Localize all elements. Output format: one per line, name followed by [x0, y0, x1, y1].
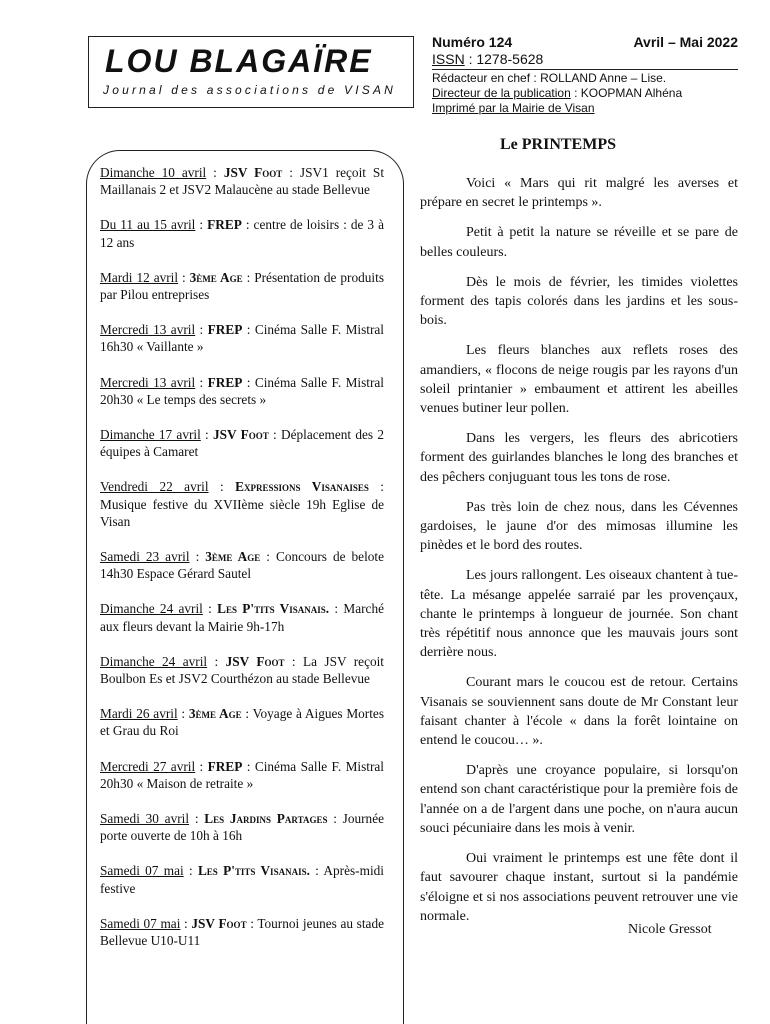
issue-period: Avril – Mai 2022 [633, 34, 738, 50]
printer-text: Imprimé par la Mairie de Visan [432, 101, 595, 115]
agenda-date: Mardi 26 avril [100, 706, 178, 722]
agenda-separator: : [207, 653, 226, 669]
agenda-organizer: 3ème Age [188, 706, 242, 722]
agenda-separator: : [195, 374, 208, 390]
article-paragraph: Courant mars le coucou est de retour. Certains Visanais se souviennent sans doute de Mr Constant leur faisant chanter à l'école « dans la forêt lointaine on entend le coucou… ». [420, 675, 738, 749]
agenda-description: : Déplacement des 2 équipes à Camaret [100, 427, 384, 460]
agenda-organizer: JSV Foot [223, 165, 283, 180]
agenda-separator: : [206, 165, 224, 180]
agenda-date: Du 11 au 15 avril [100, 217, 196, 233]
journal-subtitle: Journal des associations de VISAN [103, 83, 397, 97]
article-body [420, 174, 738, 937]
agenda-description: : Tournoi jeunes au stade Bellevue U10-U11 [100, 915, 384, 949]
agenda-date: Mercredi 13 avril [100, 374, 196, 390]
issn-value: : 1278-5628 [464, 51, 544, 67]
publication-info [432, 34, 738, 116]
agenda-organizer: 3ème Age [205, 549, 261, 565]
agenda-description: : Journée porte ouverte de 10h à 16h [100, 811, 385, 844]
agenda-description: : Cinéma Salle F. Mistral 20h30 « Le temps des secrets » [100, 374, 384, 407]
agenda-organizer: 3ème Age [189, 269, 243, 285]
agenda-description: : Cinéma Salle F. Mistral 16h30 « Vaillante » [100, 322, 384, 355]
agenda-date: Samedi 07 mai [100, 863, 184, 879]
issue-number: Numéro 124 [432, 34, 513, 50]
issn-line [432, 51, 738, 68]
article-paragraph: Oui vraiment le printemps est une fête dont il faut savourer chaque instant, surtout si la pandémie s'éloigne et si nos associations peuvent retrouver une vie normale. [420, 851, 738, 924]
agenda-date: Dimanche 17 avril [100, 427, 201, 443]
agenda-description: : Voyage à Aigues Mortes et Grau du Roi [100, 706, 385, 739]
agenda-organizer: JSV Foot [225, 653, 285, 669]
agenda-organizer: FREP [207, 374, 243, 390]
agenda-separator: : [177, 706, 189, 722]
agenda-item [100, 600, 384, 634]
article-paragraph: Dans les vergers, les fleurs des abricotiers forment des guirlandes blanches le long des branches et des pêchers conjuguant tous les tons de rose. [420, 431, 738, 485]
masthead [88, 36, 414, 108]
agenda-organizer: FREP [207, 322, 243, 338]
agenda-separator: : [189, 811, 205, 827]
article-signature: Nicole Gressot [628, 922, 712, 937]
agenda-date: Mardi 12 avril [100, 269, 179, 285]
issue-row [432, 34, 738, 51]
agenda-separator: : [180, 915, 192, 931]
agenda-separator: : [208, 479, 236, 495]
agenda-date: Samedi 07 mai [100, 915, 181, 931]
agenda-separator: : [195, 322, 208, 338]
agenda-organizer: JSV Foot [191, 915, 247, 931]
agenda-item [100, 705, 384, 739]
agenda-description: : Marché aux fleurs devant la Mairie 9h-17h [100, 601, 384, 634]
article-paragraph: Les fleurs blanches aux reflets roses des amandiers, « flocons de neige rougis par les rayons d'un soleil printanier » embaument et attirent les abeilles venues butiner leur pollen. [420, 343, 738, 417]
agenda-item [100, 164, 384, 198]
agenda-separator: : [202, 601, 218, 617]
agenda-separator: : [183, 863, 198, 879]
editor-line [432, 71, 738, 86]
agenda-item [100, 548, 384, 582]
agenda-item [100, 374, 384, 408]
agenda-organizer: Les Jardins Partages [204, 811, 328, 827]
agenda-item [100, 321, 384, 355]
agenda-item [100, 426, 384, 460]
agenda-item [100, 758, 384, 792]
agenda-date: Samedi 23 avril [100, 549, 190, 565]
agenda-organizer: FREP [207, 758, 243, 774]
article-paragraph: Petit à petit la nature se réveille et se pare de belles couleurs. [420, 225, 738, 260]
article-paragraph: Voici « Mars qui rit malgré les averses et prépare en secret le printemps ». [420, 176, 738, 211]
agenda-separator: : [195, 758, 208, 774]
agenda-item [100, 478, 384, 530]
article-paragraph: D'après une croyance populaire, si lorsqu'on entend son chant caractéristique pour la première fois de l'année on a de l'argent dans une poche, on n'aura aucun souci pécuniaire dans les mois à venir. [420, 763, 738, 836]
agenda-item [100, 269, 384, 303]
agenda-organizer: Les P'tits Visanais. [197, 863, 310, 879]
agenda-separator: : [178, 269, 190, 285]
director-value: : KOOPMAN Alhéna [570, 86, 683, 100]
agenda-date: Mercredi 13 avril [100, 322, 196, 338]
agenda-date: Vendredi 22 avril [100, 479, 209, 495]
agenda-item [100, 862, 384, 896]
agenda-date: Dimanche 10 avril [100, 165, 207, 180]
agenda-description: : Présentation de produits par Pilou entreprises [100, 269, 384, 303]
editor-label: Rédacteur en chef [432, 71, 531, 85]
director-label: Directeur de la publication [432, 86, 571, 100]
info-divider [432, 69, 738, 70]
agenda-description: : Cinéma Salle F. Mistral 20h30 « Maison de retraite » [100, 758, 384, 791]
agenda-description: : Après-midi festive [100, 863, 384, 896]
article-paragraph: Pas très loin de chez nous, dans les Cévennes gardoises, le jaune d'or des mimosas illumine les pinèdes et le bord des routes. [420, 499, 738, 554]
agenda-organizer: Les P'tits Visanais. [217, 601, 330, 617]
agenda-item [100, 653, 384, 687]
agenda-description: : JSV1 reçoit St Maillanais 2 et JSV2 Malaucène au stade Bellevue [100, 165, 385, 198]
issn-label: ISSN [432, 51, 465, 67]
article-paragraph: Les jours rallongent. Les oiseaux chantent à tue-tête. La mésange appelée sarraié par les provençaux, chante le printemps à longueur de journée. Son chant très répétitif nous annonce que les mauvais jours sont derrière nous. [420, 568, 738, 661]
agenda-date: Samedi 30 avril [100, 811, 190, 827]
agenda-date: Mercredi 27 avril [100, 758, 196, 774]
agenda-item [100, 216, 384, 250]
agenda-separator: : [195, 217, 208, 233]
article-paragraph: Dès le mois de février, les timides violettes forment des tapis colorés dans les jardins et les sous-bois. [420, 274, 738, 329]
agenda-organizer: FREP [207, 217, 242, 233]
agenda-separator: : [189, 549, 206, 565]
agenda-date: Dimanche 24 avril [100, 601, 203, 617]
agenda-description: : Concours de belote 14h30 Espace Gérard Sautel [100, 549, 385, 582]
agenda-separator: : [200, 427, 214, 443]
agenda-description: : Musique festive du XVIIème siècle 19h Eglise de Visan [100, 479, 384, 529]
agenda-description: : La JSV reçoit Boulbon Es et JSV2 Courthézon au stade Bellevue [100, 653, 385, 687]
agenda-list [100, 164, 384, 967]
journal-title: LOU BLAGAÏRE [105, 43, 373, 79]
agenda-organizer: JSV Foot [213, 427, 269, 443]
director-line [432, 86, 738, 101]
printer-line [432, 101, 738, 116]
agenda-description: : centre de loisirs : de 3 à 12 ans [100, 217, 384, 250]
agenda-item [100, 915, 384, 949]
editor-value: : ROLLAND Anne – Lise. [530, 71, 667, 85]
agenda-item [100, 810, 384, 844]
agenda-date: Dimanche 24 avril [100, 653, 208, 669]
agenda-organizer: Expressions Visanaises [235, 479, 369, 495]
article-title: Le PRINTEMPS [500, 136, 616, 153]
